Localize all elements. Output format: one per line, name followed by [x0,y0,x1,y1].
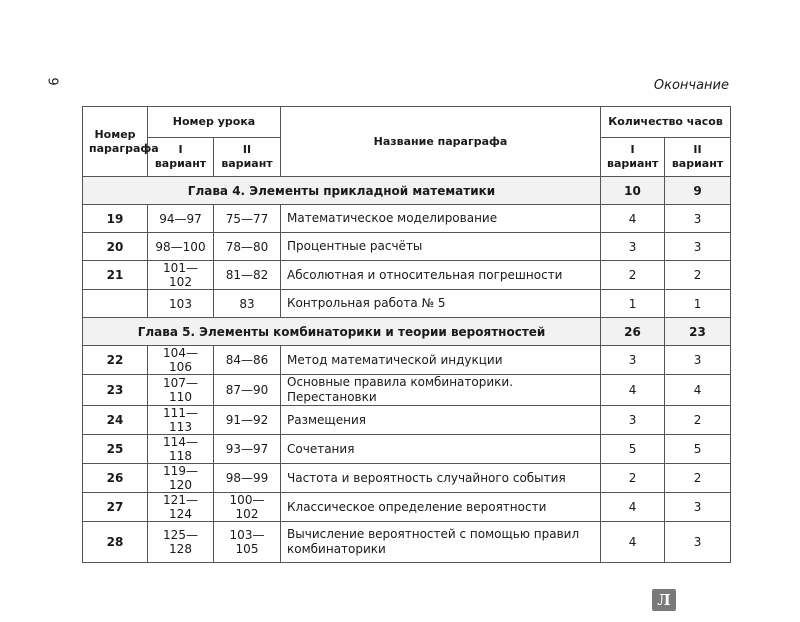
header-hours-variant-2: II вариант [665,138,731,177]
hours-v2: 3 [665,346,731,375]
header-hours: Количество часов [601,107,731,138]
lesson-v1: 121—124 [148,493,214,522]
chapter-title: Глава 4. Элементы прикладной математики [83,177,601,205]
hours-v1: 3 [601,406,665,435]
lesson-v1: 103 [148,290,214,318]
table-row [83,522,731,563]
hours-v1: 4 [601,493,665,522]
chapter-hours-v1: 10 [601,177,665,205]
table-row [83,493,731,522]
paragraph-title: Процентные расчёты [281,233,601,261]
hours-v1: 2 [601,261,665,290]
table-row [83,233,731,261]
chapter-row [83,318,731,346]
paragraph-title: Частота и вероятность случайного события [281,464,601,493]
curriculum-table [82,106,731,563]
header-hours-variant-1: I вариант [601,138,665,177]
paragraph-title: Математическое моделирование [281,205,601,233]
lesson-v2: 93—97 [214,435,281,464]
hours-v2: 3 [665,493,731,522]
page-number: 9 [44,77,60,86]
hours-v1: 4 [601,205,665,233]
paragraph-title: Размещения [281,406,601,435]
lesson-v2: 100—102 [214,493,281,522]
paragraph-number: 25 [83,435,148,464]
chapter-title: Глава 5. Элементы комбинаторики и теории вероятностей [83,318,601,346]
table-row [83,375,731,406]
paragraph-title: Классическое определение вероятности [281,493,601,522]
paragraph-number: 20 [83,233,148,261]
paragraph-number: 28 [83,522,148,563]
paragraph-title: Вычисление вероятностей с помощью правил комбинаторики [281,522,601,563]
lesson-v2: 78—80 [214,233,281,261]
paragraph-number: 21 [83,261,148,290]
paragraph-number: 27 [83,493,148,522]
table-row [83,290,731,318]
header-paragraph-number: Номер параграфа [83,107,148,177]
lesson-v2: 81—82 [214,261,281,290]
table-row [83,406,731,435]
hours-v1: 5 [601,435,665,464]
lesson-v1: 94—97 [148,205,214,233]
paragraph-title: Абсолютная и относительная погрешности [281,261,601,290]
paragraph-number: 19 [83,205,148,233]
hours-v1: 1 [601,290,665,318]
lesson-v2: 91—92 [214,406,281,435]
header-row-1 [83,107,731,138]
table-row [83,464,731,493]
lesson-v2: 75—77 [214,205,281,233]
header-lesson-variant-1: I вариант [148,138,214,177]
chapter-hours-v2: 9 [665,177,731,205]
hours-v1: 3 [601,346,665,375]
lesson-v1: 107—110 [148,375,214,406]
paragraph-number [83,290,148,318]
hours-v1: 2 [601,464,665,493]
paragraph-title: Контрольная работа № 5 [281,290,601,318]
chapter-hours-v1: 26 [601,318,665,346]
paragraph-number: 26 [83,464,148,493]
continuation-label: Окончание [653,78,729,93]
hours-v2: 3 [665,205,731,233]
header-lesson-variant-2: II вариант [214,138,281,177]
chapter-hours-v2: 23 [665,318,731,346]
hours-v2: 5 [665,435,731,464]
lesson-v2: 87—90 [214,375,281,406]
hours-v1: 3 [601,233,665,261]
lesson-v2: 84—86 [214,346,281,375]
chapter-row [83,177,731,205]
paragraph-number: 22 [83,346,148,375]
lesson-v1: 125—128 [148,522,214,563]
lesson-v2: 98—99 [214,464,281,493]
hours-v1: 4 [601,522,665,563]
hours-v2: 3 [665,522,731,563]
lesson-v1: 101—102 [148,261,214,290]
hours-v2: 2 [665,406,731,435]
hours-v2: 2 [665,464,731,493]
paragraph-number: 23 [83,375,148,406]
hours-v2: 4 [665,375,731,406]
lesson-v2: 103—105 [214,522,281,563]
paragraph-title: Основные правила комбинаторики. Перестановки [281,375,601,406]
paragraph-title: Сочетания [281,435,601,464]
lesson-v1: 111—113 [148,406,214,435]
hours-v2: 1 [665,290,731,318]
lesson-v1: 119—120 [148,464,214,493]
table-row [83,205,731,233]
lesson-v1: 98—100 [148,233,214,261]
header-paragraph-title: Название параграфа [281,107,601,177]
hours-v2: 3 [665,233,731,261]
table-row [83,346,731,375]
lesson-v2: 83 [214,290,281,318]
table-row [83,435,731,464]
table-row [83,261,731,290]
paragraph-number: 24 [83,406,148,435]
paragraph-title: Метод математической индукции [281,346,601,375]
header-lesson-number: Номер урока [148,107,281,138]
lesson-v1: 104—106 [148,346,214,375]
hours-v1: 4 [601,375,665,406]
lesson-v1: 114—118 [148,435,214,464]
publisher-logo-icon: Л [652,589,676,611]
hours-v2: 2 [665,261,731,290]
